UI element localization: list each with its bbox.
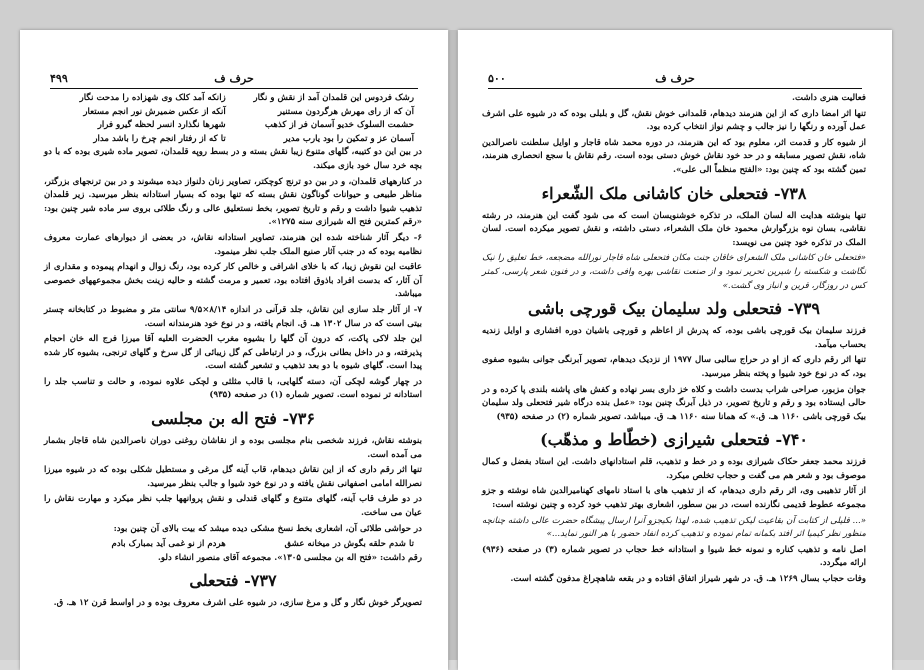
hemistich: شهرها نگذارد انسر لحظه گیرو فرار: [97, 120, 226, 131]
paragraph: ۶- دیگر آثار شناخته شده این هنرمند، تصاویر استادانه نقاش، در بعضی از دیوارهای عمارت معروف نظامیه بوده که در جنب آثار صنیع الملک جلب نظر مینمود.: [44, 232, 422, 257]
verse-line: [44, 538, 422, 552]
paragraph: اصل نامه و تذهیب کناره و نمونه خط شیوا و استادانه خط حجاب در تصویر شماره (۳) در صفحه (۹۳۶) ارائه میگردد.: [482, 544, 866, 569]
paragraph: وفات حجاب بسال ۱۲۶۹ هـ. ق. در شهر شیراز اتفاق افتاده و در بقعه شاهچراغ مدفون گشته است.: [510, 574, 866, 585]
paragraph: از آثار تذهیبی وی، اثر رقم داری دیدهام، که از تذهیب های با استاد نامهای کهنامیرالدین شاه نوشته و جزو مجموعه عطوط قدیمی نگارنده است، در بین سطور، اشعاری بهتر تذهیب خود کرده و چنین نوشته است:: [482, 486, 866, 511]
paragraph: در بین این دو کتیبه، گلهای متنوع زیبا نقش بسته و در بسط روپه قلمدان، تصویر ماده شیری بوده که با دو بچه خرد سال خود بازی میکند.: [44, 147, 422, 171]
paragraph: تنها اثر رقم داری که از او در حراج سالبی سال ۱۹۷۷ از نزدیک دیدهام، تصویر آبرنگی جوانی بشیوه صفوی بود، که در نوع خود شیوا و پخته بنظر میرسید.: [482, 355, 866, 379]
entry-heading-736: ۷۳۶- فتح اله بن مجلسی: [151, 409, 315, 429]
paragraph: در دو طرف قاب آینه، گلهای متنوع و گلهای قندلی و نقش پروانهها جلب نظر میکرد و مهارت نقاش را عیان می ساخت.: [44, 494, 422, 519]
paragraph: عاقبت این نقوش زیبا، که با خلای اشرافی و خالص کار کرده بود، رنگ زوال و انهدام پیموده و مقداری از آن آثار، که بدست افراد باذوق افتاده بود، تعمیر و مرمت گشته و حالیه زینت بخش مجموعههای خصوصی میباشد.: [44, 262, 422, 300]
paragraph: بنوشته نقاش، فرزند شخصی بنام مجلسی بوده و از نقاشان روغنی دوران ناصرالدین شاه قاجار بشمار می آمده است.: [44, 436, 422, 460]
paragraph: تنها اثر رقم داری که از این نقاش دیدهام، قاب آینه گل مرغی و مستطیل شکلی بوده که در شیوه میرزا نصرالله امامی اصفهانی نقش یافته و در نوع خود شیوا و جالب بنظر میرسید.: [44, 465, 422, 489]
paragraph: از شیوه کار و قدمت اثر، معلوم بود که این هنرمند، در دوره محمد شاه قاجار و اوایل سلطنت ناصرالدین شاه، نقش تصویر مسابقه و در حد خود نقاش خوش دستی بوده است. رقم نقاش با سجع انحصاری هنرمند، تمین گشته بود که چنین بود: «الفتح منظماً الی علی».: [482, 137, 866, 175]
page-header: [50, 72, 418, 86]
header-rule: [50, 88, 418, 89]
paragraph: در حواشی طلائی آن، اشعاری بخط نسخ مشکی دیده میشد که بیت بالای آن چنین بود:: [113, 523, 422, 534]
page-header: [488, 72, 862, 86]
verse-line: [44, 92, 422, 106]
paragraph: تنها اثر امضا داری که از این هنرمند دیدهام، قلمدانی خوش نقش، گل و بلبلی بوده که در شیوه علی اشرف عمل آورده و رنگها را نیز جالب و چشم نواز انتخاب کرده بود.: [482, 108, 866, 133]
verse-line: [44, 133, 422, 147]
paragraph: تصویرگر خوش نگار و گل و مرغ سازی، در شیوه علی اشرف معروف بوده و در اواسط قرن ۱۲ هـ. ق.: [53, 598, 422, 609]
page-gutter: [449, 30, 457, 660]
hemistich: آن که از رای مهرش هرگردون مستنیر: [277, 106, 414, 117]
hemistich: زانکه آمد کلک وی شهزاده را مدحت نگار: [79, 93, 226, 103]
hemistich: تا که از رفتار انجم چرخ را باشد مدار: [93, 133, 226, 144]
quote: «... قلیلی از کتابت آن بقاعیت لیکن تذهیب شده، لهذا بکیجزو آنرا ارسال پیشگاه حضرت عالی داشته چنانچه منظور نظر کیمیا اثر افتد بکمانه تمام نموده و تذهیب کرده انفاد حضور با هر النور نماید...»: [482, 515, 866, 540]
paragraph: ۷- از آثار جلد سازی این نقاش، جلد قرآنی در اندازه ۸/۱۴×۹/۵ سانتی متر و مضبوط در کتابخانه چستر بیتی است که در سال ۱۳۰۲ هـ. ق. انجام یافته، و در نوع خود هنرمندانه است.: [44, 304, 422, 329]
right-page: [458, 30, 892, 670]
paragraph: فرزند سلیمان بیک قورچی باشی بوده، که پدرش از اعاظم و قورچی باشیان دوره افشاری و اوایل زندیه بحساب میآمد.: [482, 326, 866, 350]
entry-heading-739: ۷۳۹- فتحعلی ولد سلیمان بیک قورچی باشی: [528, 299, 820, 319]
hemistich: آنکه از عکس ضمیرش نور انجم مستعار: [83, 106, 226, 117]
entry-heading-738: ۷۳۸- فتحعلی خان کاشانی ملک الشّعراء: [541, 183, 807, 203]
page-number: ۵۰۰: [488, 72, 506, 85]
page-number: ۴۹۹: [50, 72, 68, 85]
paragraph: این جلد لاکی پاکت، که درون آن گلها را بشیوه مغرب الحضرت العلیه آقا میرزا فرج اله خان احجام پذیرفته، و در داخل بطانی بزرگ، و در ارتباطی کم گل زیبائی از گل سرخ و گلهای ترنجی، بشیوه کار شده پیدا است. گلهای شیوه با دو بعد تذهیب و تشعیر گشته است.: [44, 334, 422, 372]
page-body: [44, 92, 422, 670]
paragraph: تنها بنوشته هدایت اله لسان الملک، در تذکره خوشنویسان است که می شود گفت این هنرمند، در رشته نقاشی، بسان نوه بزرگوارش محمود خان ملک الشعراء، دستی داشته، و نقش تصویر میکرده است. لسان الملک در تذکره خود چنین می نویسد:: [482, 210, 866, 248]
paragraph: در کنارههای قلمدان، و در بین دو ترنج کوچکتر، تصاویر زنان دلنواز دیده میشوند و در بین ترنجهای بزرگتر، مناظر طبیعی و حیوانات گوناگون نقش بسته که تنها بوده که بسیار استادانه بنظر میرسید. زیر قلمدان تذهیب شیوا داشت و رقم و تاریخ تصویر، بخط نستعلیق عالی و رنگ طلائی بروی سر ماده شیر چنین بود: «رقم کمترین فتح اله شیرازی سنه ۱۲۷۵».: [44, 176, 422, 228]
hemistich: هردم از نو غمی آید بمبارک بادم: [111, 539, 226, 550]
hemistich: حشمت السلوک خدیو آسمان فر از کذهب: [264, 120, 414, 131]
header-rule: [488, 88, 862, 89]
entry-heading-740: ۷۴۰- فتحعلی شیرازی (خطّاط و مذهّب): [540, 430, 808, 450]
verse-line: [44, 106, 422, 120]
page-body: [482, 92, 866, 670]
paragraph: جوان مزبور، صراحی شراب بدست داشت و کلاه خز داری بسر نهاده و کفش های پاشنه بلندی پا کرده و در حالی ایستاده بود و رقم و تاریخ تصویر، در ذیل آبرنگ چنین بود: «عمل بنده درگاه شیر فتحعلی ولد سلیمان بیک قورچی باشی ۱۱۶۰ هـ. ق.» که همانا سنه ۱۱۶۰ هـ. ق. میباشد. تصویر شماره (۲) در صفحه (۹۳۵): [482, 384, 866, 422]
hemistich: آسمان عز و تمکین را بود یارب مدیر: [283, 133, 414, 144]
verse-line: [44, 119, 422, 133]
paragraph: رقم داشت: «فتح اله بن مجلسی ۱۳۰۵». مجموعه آقای منصور انشاء دلو.: [157, 552, 422, 563]
running-head: حرف ف: [214, 72, 254, 85]
hemistich: رشک فردوس این قلمدان آمد از نقش و نگار: [253, 93, 414, 103]
entry-heading-737: ۷۳۷- فتحعلی: [189, 571, 277, 591]
paragraph: در چهار گوشه لچکی آن، دسته گلهایی، با قالب مثلثی و لچکی علاوه نموده، و حالت و تناسب جلد را استادانه تر نموده است. تصویر شماره (۱) در صفحه (۹۳۵): [44, 376, 422, 401]
paragraph: فعالیت هنری داشت.: [792, 93, 866, 103]
paragraph: فرزند محمد جعفر حکاک شیرازی بوده و در خط و تذهیب، قلم استادانهای داشت. این استاد بفضل و کمال موصوف بود و شعر هم می گفت و حجاب تخلص میکرد.: [482, 457, 866, 481]
quote: «فتحعلی خان کاشانی ملک الشعرای خاقان جنت مکان فتحعلی شاه قاجار نورالله مضجعه، خط تعلیق را نیک نگاشت و شکسته را شیرین تحریر نمود و از صنعت نقاشی بهره وافی داشت، و در فنون شعر پارسی، کمتر کس در روزگار، قرین و انباز وی گشت.»: [482, 253, 866, 291]
running-head: حرف ف: [655, 72, 695, 85]
left-page: [20, 30, 448, 670]
hemistich: تا شدم حلقه بگوش در میخانه عشق: [284, 539, 414, 550]
